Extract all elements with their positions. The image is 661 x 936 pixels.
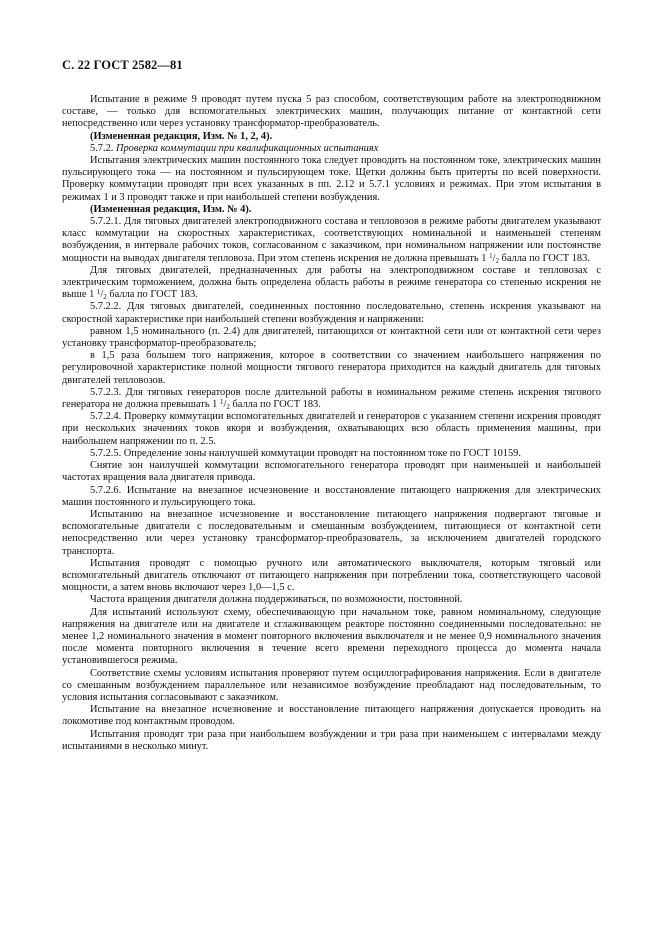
paragraph: 5.7.2.6. Испытание на внезапное исчезновение и восстановление питающего напряжения для электрических машин постоянного и пульсирующего тока. <box>62 484 601 508</box>
paragraph-text: Для тяговых двигателей, предназначенных для работы на электроподвижном составе и тепловозах с электрическим торможением, должна быть определена область работы в режиме генератора со степенью искрения не выше 1 <box>62 264 601 301</box>
paragraph: Испытания проводят три раза при наибольшем возбуждении и три раза при наименьшем с интервалами между испытаниями в несколько минут. <box>62 728 601 752</box>
paragraph: 5.7.2.5. Определение зоны наилучшей коммутации проводят на постоянном токе по ГОСТ 10159. <box>90 447 521 459</box>
paragraph: 5.7.2.4. Проверку коммутации вспомогательных двигателей и генераторов с указанием степени искрения проводят при нескольких значениях токов якоря и возбуждения, охватывающих всю область применения машины, при наибольшем напряжении по п. 2.5. <box>62 411 601 447</box>
paragraph: 5.7.2.1. Для тяговых двигателей электроподвижного состава и тепловозов в режиме работы двигателем указывают класс коммутации на скоростных характеристиках, соответствующих номинальной и наименьшей степеням возбуждения, в интервале рабочих токов, согласованном с заказчиком, при номинальном напряжении или постоянстве мощности на выводах двигателя тепловоза. При этом степень искрения не должна превышать 1 $^1/_2$ балла по ГОСТ 183. <box>62 216 601 265</box>
paragraph: Частота вращения двигателя должна поддерживаться, по возможности, постоянной. <box>90 594 463 606</box>
paragraph: Испытанию на внезапное исчезновение и восстановление питающего напряжения подвергают тяговые и вспомогательные двигатели с последовательным и смешанным возбуждением, питающиеся от контактной сети непосредственно или через установку трансформатор-преобразователь, за исключением двигателей городского транспорта. <box>62 508 601 557</box>
fraction-numerator: 1 <box>219 398 224 407</box>
paragraph: Соответствие схемы условиям испытания проверяют путем осциллографирования напряжения. Если в двигателе со смешанным возбуждением параллельное или независимое возбуждение преобладают над последовательным, то условия испытания согласовывают с заказчиком. <box>62 667 601 703</box>
fraction-denominator: 2 <box>226 403 230 412</box>
paragraph-text: балла по ГОСТ 183. <box>498 252 590 264</box>
fraction-numerator: 1 <box>96 288 101 297</box>
paragraph: Испытания электрических машин постоянного тока следует проводить на постоянном токе, электрических машин пульсирующего тока — на постоянном и пульсирующем токе. Щетки должны быть притерты по всей поверхности. Проверку коммутации проводят при всех указанных в пп. 2.12 и 5.7.1 условиях и режимах. При этом испытания в режимах 1 и 3 проводят также и при наибольшей степени возбуждения. <box>62 155 601 203</box>
section-number: 5.7.2. <box>90 142 116 154</box>
section-title: Проверка коммутации при квалификационных испытаниях <box>115 142 379 154</box>
paragraph: Испытания проводят с помощью ручного или автоматического выключателя, которым тяговый или вспомогательный двигатель отключают от питающего напряжения при потреблении тока, соответствующего часовой мощности, а затем вновь включают через 1,0—1,5 с. <box>62 557 601 594</box>
fraction-numerator: 1 <box>489 251 493 260</box>
paragraph: Испытание в режиме 9 проводят путем пуска 5 раз способом, соответствующим работе на электроподвижном составе, — только для вспомогательных электрических машин, получающих питание от контактной сети непосредственно или через установку трансформатор-преобразователь. <box>62 94 601 130</box>
paragraph-text: балла по ГОСТ 183. <box>106 289 198 301</box>
section-heading <box>62 143 601 155</box>
paragraph-text: 5.7.2.3. Для тяговых генераторов после длительной работы в номинальном режиме степень искрения тягового генератора не должна превышать 1 <box>62 386 601 411</box>
paragraph: Испытание на внезапное исчезновение и восстановление питающего напряжения допускается проводить на локомотиве под контактным проводом. <box>62 704 601 728</box>
amendment-note: (Измененная редакция, Изм. № 1, 2, 4). <box>90 130 273 142</box>
paragraph: Для испытаний используют схему, обеспечивающую при начальном токе, равном номинальному, следующие напряжения на двигателе или на двигателе и сглаживающем реакторе постоянно соединенными последовательно: не менее 1,2 номинального значения в момент повторного включения выключателя и не менее 0,9 номинального значения после момента повторного включения в течение всего времени переходного процесса до момента начала установившегося режима. <box>62 606 601 667</box>
paragraph: Для тяговых двигателей, предназначенных для работы на электроподвижном составе и тепловозах с электрическим торможением, должна быть определена область работы в режиме генератора со степенью искрения не выше 1 $^1/_2$ балла по ГОСТ 183. <box>62 264 601 302</box>
fraction-denominator: 2 <box>495 256 499 265</box>
page-header: С. 22 ГОСТ 2582—81 <box>62 58 183 72</box>
paragraph: Снятие зон наилучшей коммутации вспомогательного генератора проводят при наименьшей и наибольшей частотах вращения вала двигателя привода. <box>62 460 601 484</box>
paragraph: 5.7.2.2. Для тяговых двигателей, соединенных постоянно последовательно, степень искрения указывают на скоростной характеристике при наибольшей степени возбуждения и напряжении: <box>62 301 601 325</box>
paragraph-text: 5.7.2.1. Для тяговых двигателей электроподвижного состава и тепловозов в режиме работы двигателем указывают класс коммутации на скоростных характеристиках, соответствующих номинальной и наименьшей степеням возбуждения, в интервале рабочих токов, согласованном с заказчиком, при номинальном напряжении или постоянстве мощности на выводах двигателя тепловоза. При этом степень искрения не должна превышать 1 <box>62 216 601 264</box>
fraction-denominator: 2 <box>103 293 107 302</box>
paragraph: в 1,5 раза большем того напряжения, которое в соответствии со значением наибольшего напряжения по регулировочной характеристике полной мощности тягового генератора приходится на каждый двигатель для тяговых двигателей тепловозов. <box>62 350 601 386</box>
paragraph-text: балла по ГОСТ 183. <box>229 399 321 411</box>
paragraph: равном 1,5 номинального (п. 2.4) для двигателей, питающихся от контактной сети или от контактной сети через установку трансформатор-преобразователь; <box>62 325 601 350</box>
amendment-note: (Измененная редакция, Изм. № 4). <box>90 203 252 215</box>
paragraph: 5.7.2.3. Для тяговых генераторов после длительной работы в номинальном режиме степень искрения тягового генератора не должна превышать 1 $^1/_2$ балла по ГОСТ 183. <box>62 386 601 412</box>
